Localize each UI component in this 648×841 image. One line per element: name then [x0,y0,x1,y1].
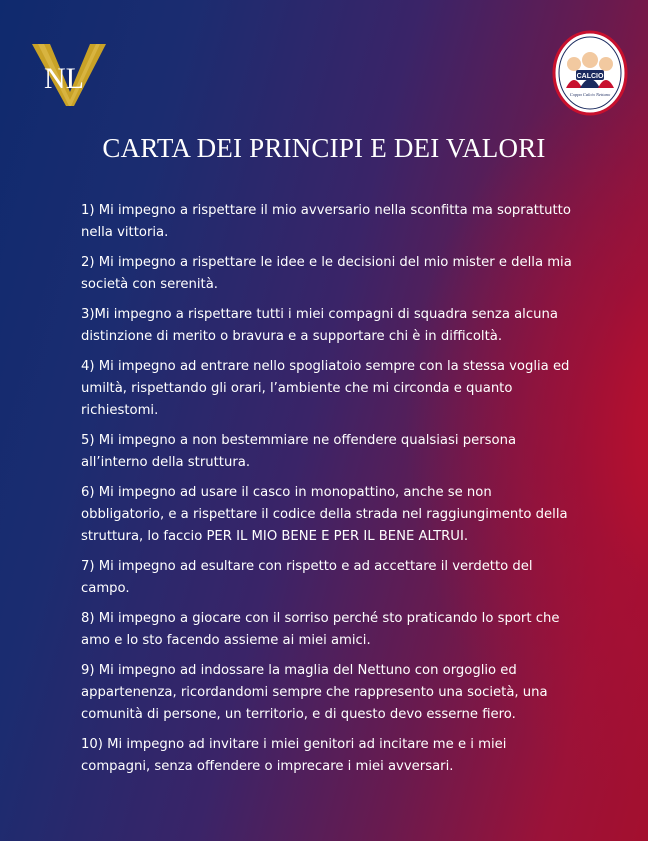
principle-line: 8) Mi impegno a giocare con il sorriso perché sto praticando lo sport che [81,611,560,626]
principle-line: obbligatorio, e a rispettare il codice della strada nel raggiungimento della [81,507,568,522]
badge-caption-text: Coppa Calcio Nettuno [569,92,611,97]
principle-item [81,356,581,422]
principle-item [81,660,581,726]
principle-line: struttura, lo faccio PER IL MIO BENE E PER IL BENE ALTRUI. [81,529,469,544]
principle-line: richiestomi. [81,403,159,418]
principle-item [81,734,581,778]
principle-line: nella vittoria. [81,225,169,240]
principle-line: 3)Mi impegno a rispettare tutti i miei compagni di squadra senza alcuna [81,307,558,322]
principle-line: campo. [81,581,130,596]
page-title: CARTA DEI PRINCIPI E DEI VALORI [102,133,546,163]
principle-line: 4) Mi impegno ad entrare nello spogliatoio sempre con la stessa voglia ed [81,359,570,374]
principle-line: 5) Mi impegno a non bestemmiare ne offendere qualsiasi persona [81,433,517,448]
v-nl-monogram-icon [30,40,110,110]
principle-line: 1) Mi impegno a rispettare il mio avversario nella sconfitta ma soprattutto [81,203,571,218]
principle-line: umiltà, rispettando gli orari, l’ambiente che mi circonda e quanto [81,381,513,396]
club-badge-icon [552,30,628,116]
principle-line: 10) Mi impegno ad invitare i miei genitori ad incitare me e i miei [81,737,507,752]
principle-line: compagni, senza offendere o imprecare i miei avversari. [81,759,454,774]
principle-line: distinzione di merito o bravura e a supportare chi è in difficoltà. [81,329,503,344]
club-badge-right [552,30,628,116]
principle-line: 7) Mi impegno ad esultare con rispetto e ad accettare il verdetto del [81,559,533,574]
principle-line: amo e lo sto facendo assieme ai miei amici. [81,633,371,648]
principle-line: all’interno della struttura. [81,455,251,470]
principle-line: 6) Mi impegno ad usare il casco in monopattino, anche se non [81,485,492,500]
logo-monogram-text: NL [44,62,84,95]
principle-line: 9) Mi impegno ad indossare la maglia del Nettuno con orgoglio ed [81,663,517,678]
principle-item [81,200,581,244]
principle-line: appartenenza, ricordandomi sempre che rappresento una società, una [81,685,548,700]
principle-item [81,430,581,474]
club-logo-left [30,40,110,110]
principle-item [81,556,581,600]
principle-item [81,304,581,348]
principle-item [81,608,581,652]
principle-line: 2) Mi impegno a rispettare le idee e le decisioni del mio mister e della mia [81,255,572,270]
principle-line: comunità di persone, un territorio, e di questo devo esserne fiero. [81,707,516,722]
principles-list [81,200,581,786]
principle-line: società con serenità. [81,277,218,292]
badge-title-text: CALCIO [576,73,604,80]
principle-item [81,252,581,296]
principle-item [81,482,581,548]
